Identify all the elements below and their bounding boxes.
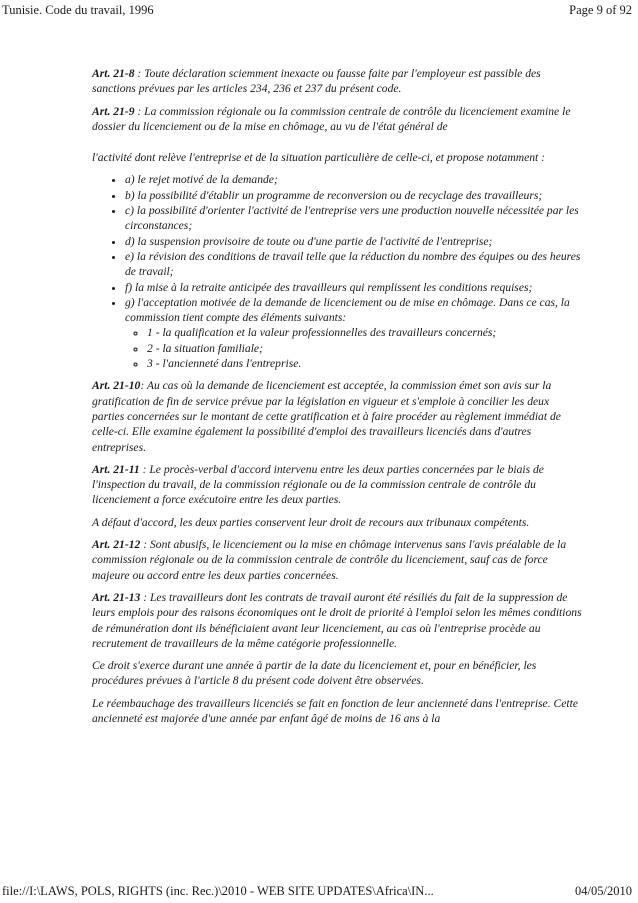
article-label: Art. 21-12 <box>92 538 141 552</box>
article-21-8 <box>92 66 584 97</box>
article-text: : La commission régionale ou la commission centrale de contrôle du licenciement examine le dossier du licenciement ou de la mise en chômage, au vu de l'état général de <box>92 104 571 133</box>
article-21-11 <box>92 462 584 508</box>
list-item: • e) la révision des conditions de travail telle que la réduction du nombre des équipes ou des heures de travail; <box>125 249 584 280</box>
sublist-item: ◦ 2 - la situation familiale; <box>147 341 584 356</box>
list-item: • b) la possibilité d'établir un programme de reconversion ou de recyclage des travailleurs; <box>125 188 584 203</box>
page-footer <box>0 884 638 902</box>
article-text: : Sont abusifs, le licenciement ou la mise en chômage intervenus sans l'avis préalable de la commission régionale ou de la commission centrale de contrôle du licenciement, sauf cas de force majeure ou accord entre les deux parties concernées. <box>92 538 567 582</box>
article-21-9-continued: l'activité dont relève l'entreprise et de la situation particulière de celle-ci, et propose notamment : <box>92 151 546 165</box>
article-21-9 <box>92 104 584 135</box>
article-label: Art. 21-11 <box>92 462 140 476</box>
article-21-13 <box>92 590 584 651</box>
print-date: 04/05/2010 <box>575 884 632 898</box>
file-path: file://I:\LAWS, POLS, RIGHTS (inc. Rec.)\2010 - WEB SITE UPDATES\Africa\IN... <box>2 884 434 898</box>
article-text: : Le procès-verbal d'accord intervenu entre les deux parties concernées par le biais de l'inspection du travail, de la commission régionale ou de la commission centrale de contrôle du licenciement a force exécutoire entre les deux parties. <box>92 462 544 507</box>
article-label: Art. 21-10 <box>92 379 141 393</box>
article-21-13-paragraph: Ce droit s'exerce durant une année à partir de la date du licenciement et, pour en bénéficier, les procédures prévues à l'article 8 du présent code doivent être observées. <box>92 659 537 688</box>
article-label: Art. 21-8 <box>92 67 135 80</box>
article-text: : Au cas où la demande de licenciement est acceptée, la commission émet son avis sur la gratification de fin de service prévue par la législation en vigueur et s'emploie à concilier les deux parties concernées sur le montant de cette gratification et à faire procéder au règlement immédiat de celle-ci. Elle examine également la possibilité d'emploi des travailleurs licenciés dans d'autres entreprises. <box>92 379 561 454</box>
article-label: Art. 21-13 <box>92 590 141 604</box>
sublist-item: ◦ 1 - la qualification et la valeur professionnelles des travailleurs concernés; <box>147 325 584 340</box>
list-item: • d) la suspension provisoire de toute ou d'une partie de l'activité de l'entreprise; <box>125 234 584 249</box>
article-text: : Toute déclaration sciemment inexacte ou fausse faite par l'employeur est passible des sanctions prévues par les articles 234, 236 et 237 du présent code. <box>92 67 541 96</box>
list-item: • f) la mise à la retraite anticipée des travailleurs qui remplissent les conditions requises; <box>125 280 584 295</box>
list-item-with-sublist <box>125 295 584 371</box>
criteria-sublist <box>125 325 584 371</box>
document-title: Tunisie. Code du travail, 1996 <box>2 3 154 17</box>
article-label: Art. 21-9 <box>92 104 135 118</box>
article-text: : Les travailleurs dont les contrats de travail auront été résiliés du fait de la suppression de leurs emplois pour des raisons économiques ont le droit de priorité à l'emploi selon les mêmes conditions de rémunération dont ils bénéficiaient avant leur licenciement, au cas où l'entreprise procède au recrutement de travailleurs de la même catégorie professionnelle. <box>92 590 582 650</box>
page-number: Page 9 of 92 <box>569 3 632 17</box>
list-item: • a) le rejet motivé de la demande; <box>125 172 584 187</box>
document-body <box>92 66 584 733</box>
list-item-text: g) l'acceptation motivée de la demande de licenciement ou de mise en chômage. Dans ce cas, la commission tient compte des éléments suivants: <box>125 295 570 325</box>
proposal-list <box>92 172 584 371</box>
list-item: • c) la possibilité d'orienter l'activité de l'entreprise vers une production nouvelle nécessitée par les circonstances; <box>125 203 584 234</box>
article-21-12 <box>92 537 584 583</box>
article-21-10 <box>92 378 584 454</box>
article-21-13-paragraph: Le réembauchage des travailleurs licenciés se fait en fonction de leur ancienneté dans l'entreprise. Cette ancienneté est majorée d'une année par enfant âgé de moins de 16 ans à la <box>92 696 578 725</box>
page-header <box>0 0 638 22</box>
sublist-item: ◦ 3 - l'ancienneté dans l'entreprise. <box>147 356 584 371</box>
article-21-11-paragraph: A défaut d'accord, les deux parties conservent leur droit de recours aux tribunaux compétents. <box>92 515 530 529</box>
